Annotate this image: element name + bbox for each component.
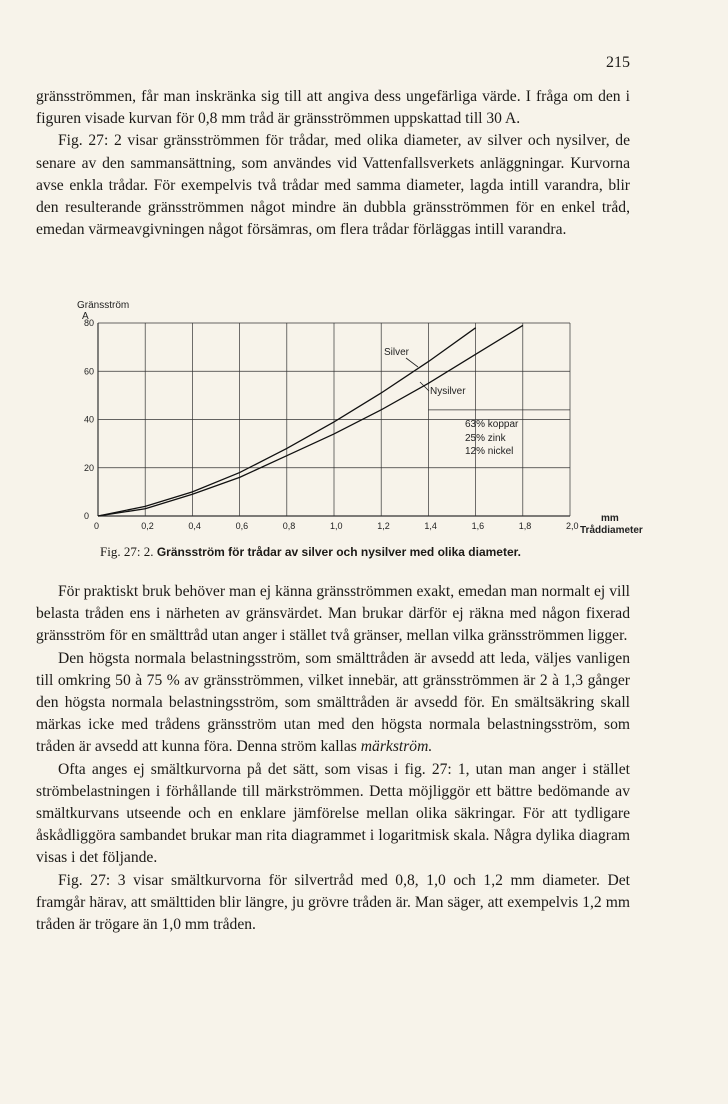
paragraph: Ofta anges ej smältkurvorna på det sätt, som visas i fig. 27: 1, utan man anger i stället strömbelastningen i förhållande till märkströmmen. Detta möjliggör ett bättre bedömande av smältkurvans utseende och en enklare jämförelse mellan olika säkringar. För att tydligare åskådliggöra sambandet brukar man rita diagrammet i logaritmisk skala. Några dylika diagram visas i det följande. (36, 760, 630, 867)
caption-number: Fig. 27: 2. (100, 544, 154, 559)
paragraph: Fig. 27: 3 visar smältkurvorna för silvertråd med 0,8, 1,0 och 1,2 mm diameter. Det framgår härav, att smälttiden blir längre, ju grövre tråden är. Man säger, att exempelvis 1,2 mm tråden är trögare än 1,0 mm tråden. (36, 871, 630, 934)
silver-leader (406, 358, 418, 367)
x-tick-label: 0,6 (235, 521, 249, 531)
series-label-silver: Silver (384, 347, 410, 358)
y-axis-unit: A (82, 311, 89, 322)
emphasis-term: märkström. (360, 738, 433, 756)
limit-current-chart (60, 296, 670, 540)
bottom-text (36, 581, 630, 936)
x-tick-label: 1,0 (330, 521, 343, 531)
y-tick-label: 20 (84, 462, 95, 473)
x-tick-label: 0,4 (188, 521, 201, 531)
paragraph-body: Den högsta normala belastningsström, som smälttråden är avsedd att leda, väljes vanligen till omkring 50 à 75 % av gränsströmmen, vilket innebär, att gränsströmmen är 2 à 1,3 gånger den högsta normala belastningsström, som smälttråden är avsedd för. En smältsäkring skall märkas icke med trådens gränsström utan med den högsta normala belastningsström, som tråden är avsedd att kunna föra. Denna ström kallas (36, 649, 630, 756)
composition-zinc: 25% zink (465, 433, 506, 444)
paragraph (36, 648, 630, 759)
composition-copper: 63% koppar (465, 419, 519, 430)
series-label-nysilver: Nysilver (430, 386, 466, 397)
x-tick-label: 0,8 (282, 521, 296, 531)
chart-lines (98, 325, 523, 516)
y-tick-label: 80 (84, 318, 95, 328)
composition-nickel: 12% nickel (465, 446, 514, 457)
y-axis-label: Gränsström (77, 300, 130, 311)
page-number: 215 (606, 54, 630, 71)
y-tick-label: 60 (84, 366, 95, 377)
x-tick-label: 1,8 (518, 521, 532, 531)
x-tick-label: 0 (94, 521, 100, 531)
x-tick-label: 1,4 (424, 521, 437, 531)
x-tick-label: 2,0 (566, 521, 579, 531)
figure-caption (100, 544, 620, 560)
caption-text: Gränsström för trådar av silver och nysilver med olika diameter. (156, 545, 521, 559)
x-axis-label: Tråddiameter (580, 525, 643, 536)
paragraph: gränsströmmen, får man inskränka sig till att angiva dess ungefärliga värde. I fråga om den i figuren visade kurvan för 0,8 mm tråd är gränsströmmen uppskattad till 30 A. (36, 88, 630, 128)
x-axis-unit: mm (601, 513, 619, 524)
series-line-nysilver (98, 325, 523, 516)
top-text (36, 86, 630, 241)
x-tick-label: 1,2 (377, 521, 390, 531)
paragraph: För praktiskt bruk behöver man ej känna gränsströmmen exakt, emedan man normalt ej vill belasta tråden ens i närheten av gränsvärdet. Man brukar därför ej räkna med någon fixerad gränsström för en smälttråd utan anger i stället två gränser, mellan vilka gränsströmmen ligger. (36, 583, 630, 645)
x-tick-label: 1,6 (471, 521, 485, 531)
x-tick-label: 0,2 (141, 521, 154, 531)
y-tick-label: 0 (84, 511, 90, 521)
paragraph: Fig. 27: 2 visar gränsströmmen för trådar, med olika diameter, av silver och nysilver, de senare av den sammansättning, som användes vid Vattenfallsverkets anläggningar. Kurvorna avse enkla trådar. För exempelvis två trådar med samma diameter, lagda intill varandra, blir den resulterande gränsströmmen något mindre än dubbla gränsströmmen för en enkel tråd, emedan värmeavgivningen något försämras, om flera trådar förläggas intill varandra. (36, 132, 630, 239)
y-tick-label: 40 (84, 414, 95, 425)
